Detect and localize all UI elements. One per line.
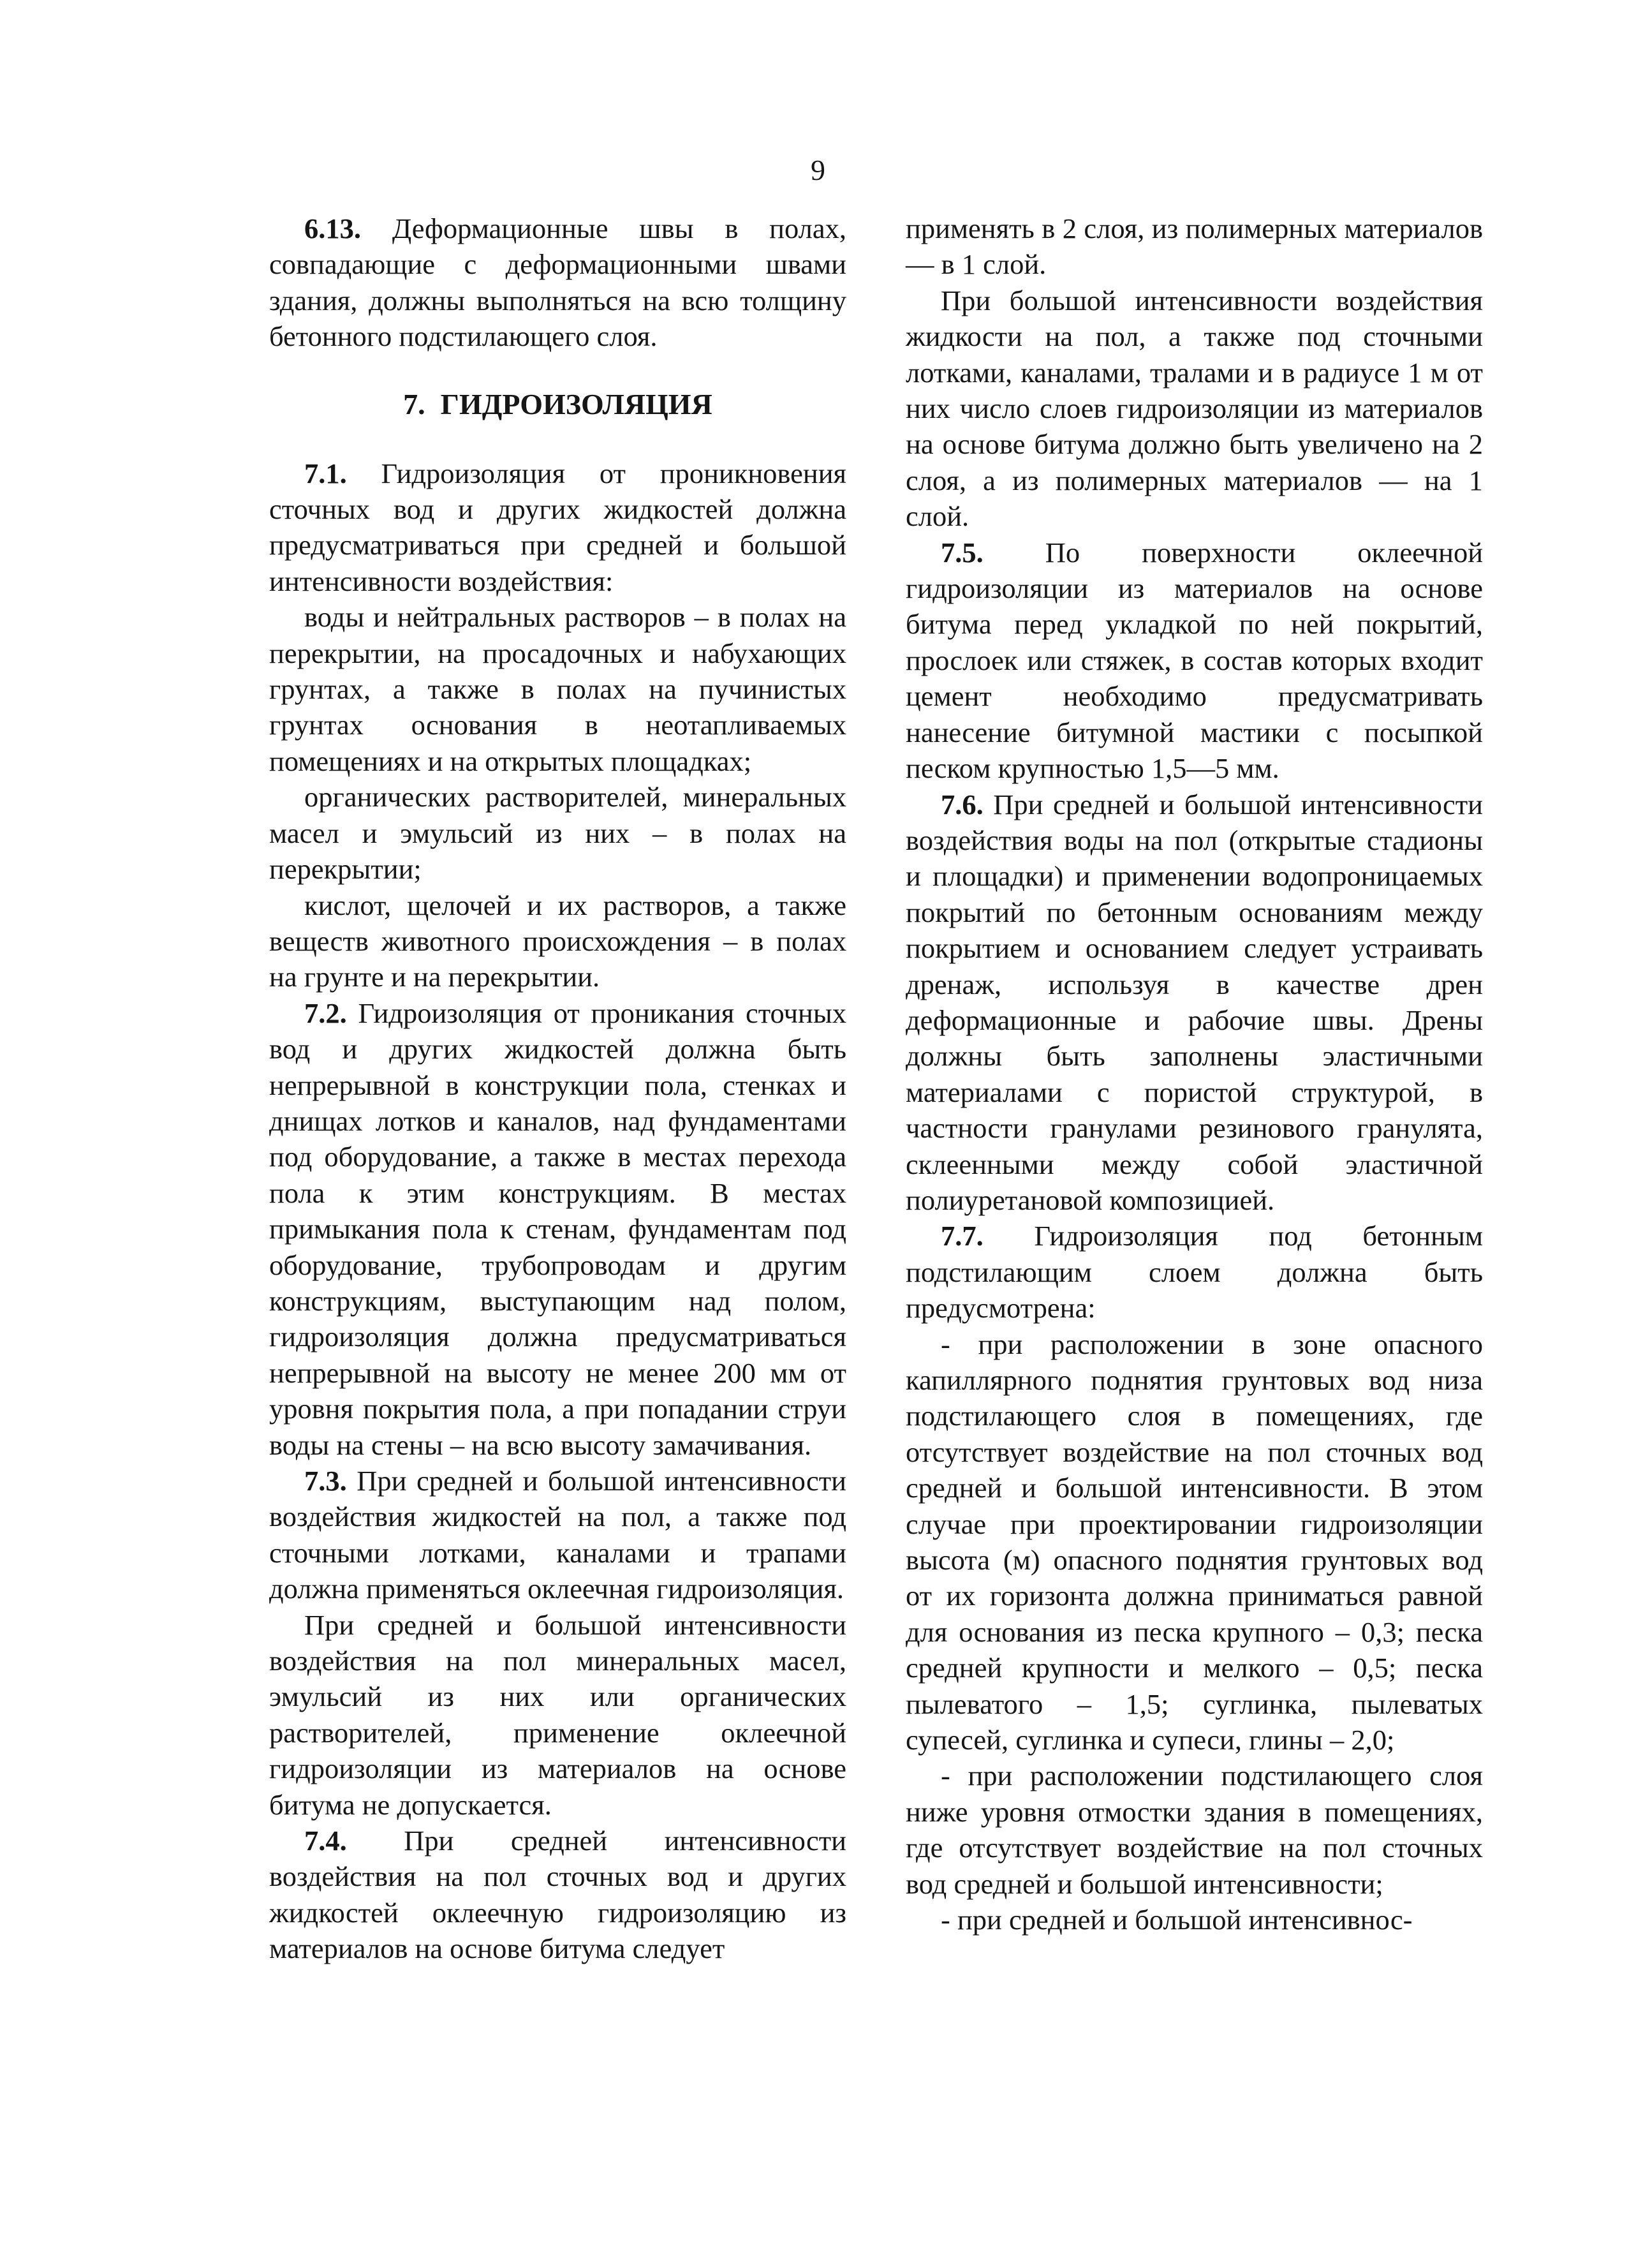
section-title: ГИДРОИЗОЛЯЦИЯ bbox=[440, 387, 712, 420]
clause-number: 7.1. bbox=[304, 457, 347, 489]
clause-7-3 bbox=[269, 1463, 846, 1607]
section-number: 7. bbox=[403, 387, 425, 420]
right-column bbox=[906, 211, 1483, 1938]
clause-text: При средней и большой интенсивности воздействия жидкостей на пол, а также под сточными лотками, каналами и трапами должна применяться оклеечная гидроизоляция. bbox=[269, 1465, 846, 1605]
clause-7-1-item-acids: кислот, щелочей и их растворов, а также веществ животного происхождения – в полах на грунте и на перекрытии. bbox=[269, 889, 846, 993]
clause-7-3-second-paragraph: При средней и большой интенсивности воздействия на пол минеральных масел, эмульсий из них или органических растворителей, применение оклеечной гидроизоляции из материалов на основе битума не допускается. bbox=[269, 1608, 846, 1821]
clause-7-2 bbox=[269, 995, 846, 1463]
clause-6-13 bbox=[269, 211, 846, 355]
clause-number: 7.2. bbox=[304, 997, 347, 1029]
clause-text: Деформационные швы в полах, совпадающие с деформационными швами здания, должны выполняться на всю толщину бетонного подстилающего слоя. bbox=[269, 212, 846, 353]
clause-text: При средней и большой интенсивности воздействия воды на пол (открытые стадионы и площадки) и применении водопроницаемых покрытий по бетонным основаниям между покрытием и основанием следует устраивать дренаж, используя в качестве дрен деформационные и рабочие швы. Дрены должны быть заполнены эластичными материалами с пористой структурой, в частности гранулами резинового гранулята, склеенными между собой эластичной полиуретановой композицией. bbox=[906, 788, 1483, 1216]
clause-7-1 bbox=[269, 456, 846, 600]
clause-text: Гидроизоляция под бетонным подстилающим слоем должна быть предусмотрена: bbox=[906, 1220, 1483, 1324]
section-heading bbox=[269, 387, 846, 422]
clause-text: Гидроизоляция от проникания сточных вод и других жидкостей должна быть непрерывной в конструкции пола, стенках и днищах лотков и каналов, над фундаментами под оборудование, а также в местах перехода пола к этим конструкциям. В местах примыкания пола к стенам, фундаментам под оборудование, трубопроводам и другим конструкциям, выступающим над полом, гидроизоляция должна предусматриваться непрерывной на высоту не менее 200 мм от уровня покрытия пола, а при попадании струи воды на стены – на всю высоту замачивания. bbox=[269, 997, 846, 1461]
clause-7-1-item-solvents: органических растворителей, минеральных масел и эмульсий из них – в полах на перекрытии; bbox=[269, 781, 846, 886]
clause-text: По поверхности оклеечной гидроизоляции из материалов на основе битума перед укладкой по ней покрытий, прослоек или стяжек, в состав которых входит цемент необходимо предусматривать нанесение битумной мастики с посыпкой песком крупностью 1,5—5 мм. bbox=[906, 536, 1484, 785]
clause-number: 7.7. bbox=[941, 1220, 984, 1252]
clause-number: 7.4. bbox=[304, 1825, 347, 1857]
clause-7-4 bbox=[269, 1823, 846, 1967]
clause-number: 7.3. bbox=[304, 1465, 347, 1497]
clause-7-7 bbox=[906, 1218, 1483, 1326]
clause-7-4-continuation: применять в 2 слоя, из полимерных материалов — в 1 слой. bbox=[906, 212, 1483, 281]
page-number: 9 bbox=[811, 154, 825, 186]
clause-number: 6.13. bbox=[304, 212, 361, 244]
left-column bbox=[269, 211, 846, 1967]
clause-number: 7.6. bbox=[941, 788, 984, 820]
clause-text: Гидроизоляция от проникновения сточных вод и других жидкостей должна предусматриваться при средней и большой интенсивности воздействия: bbox=[269, 457, 846, 597]
clause-7-4-second-paragraph: При большой интенсивности воздействия жидкости на пол, а также под сточными лотками, каналами, тралами и в радиусе 1 м от них число слоев гидроизоляции из материалов на основе битума должно быть увеличено на 2 слоя, а из полимерных материалов — на 1 слой. bbox=[906, 284, 1483, 533]
clause-text: При средней интенсивности воздействия на пол сточных вод и других жидкостей оклеечную гидроизоляцию из материалов на основе битума следует bbox=[269, 1825, 846, 1965]
clause-7-7-item-intensity: - при средней и большой интенсивнос- bbox=[941, 1904, 1413, 1936]
clause-7-7-item-capillary: - при расположении в зоне опасного капиллярного поднятия грунтовых вод низа подстилающего слоя в помещениях, где отсутствует воздействие на пол сточных вод средней и большой интенсивности. В этом случае при проектировании гидроизоляции высота (м) опасного поднятия грунтовых вод от их горизонта должна приниматься равной для основания из песка крупного – 0,3; песка средней крупности и мелкого – 0,5; песка пылеватого – 1,5; суглинка, пылеватых супесей, суглинка и супеси, глины – 2,0; bbox=[906, 1328, 1483, 1756]
clause-7-7-item-below-grade: - при расположении подстилающего слоя ниже уровня отмостки здания в помещениях, где отсутствует воздействие на пол сточных вод средней и большой интенсивности; bbox=[906, 1760, 1483, 1900]
clause-7-5 bbox=[906, 535, 1483, 787]
clause-7-6 bbox=[906, 787, 1483, 1219]
clause-number: 7.5. bbox=[941, 536, 984, 568]
clause-7-1-item-water: воды и нейтральных растворов – в полах на перекрытии, на просадочных и набухающих грунтах, а также в полах на пучинистых грунтах основания в неотапливаемых помещениях и на открытых площадках; bbox=[269, 601, 846, 777]
